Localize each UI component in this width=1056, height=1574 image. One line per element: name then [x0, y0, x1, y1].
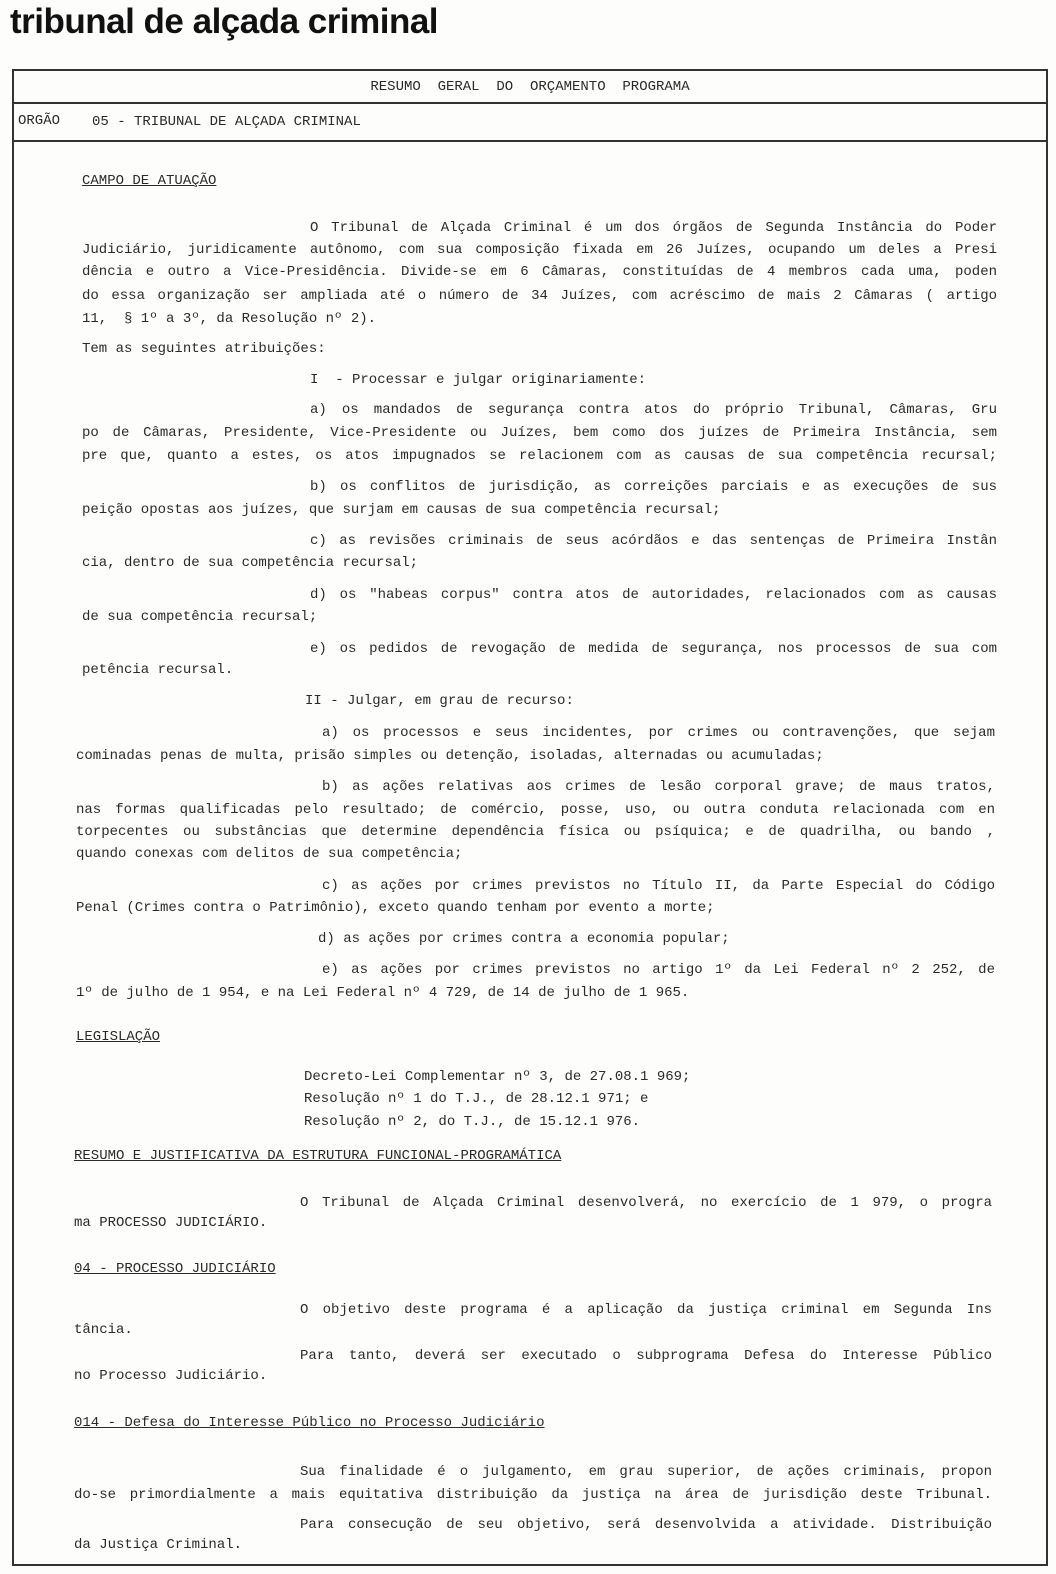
- text-line: Para tanto, deverá ser executado o subprograma Defesa do Interesse Público: [300, 1348, 992, 1364]
- text-line: no Processo Judiciário.: [74, 1368, 268, 1384]
- orgao-row: [14, 104, 1046, 142]
- text-line: torpecentes ou substâncias que determine dependência física ou psíquica; e de quadrilha, ou bando ,: [76, 824, 995, 840]
- header-row: [14, 71, 1046, 104]
- text-line: dência e outro a Vice-Presidência. Divide-se em 6 Câmaras, constituídas de 4 membros cada uma, poden: [82, 264, 997, 280]
- text-line: de sua competência recursal;: [82, 609, 318, 625]
- text-line: II - Julgar, em grau de recurso:: [305, 693, 574, 709]
- text-line: e) os pedidos de revogação de medida de segurança, nos processos de sua com: [310, 641, 997, 657]
- text-line: Sua finalidade é o julgamento, em grau superior, de ações criminais, propon: [300, 1464, 992, 1480]
- text-line: e) as ações por crimes previstos no artigo 1º da Lei Federal nº 2 252, de: [322, 962, 995, 978]
- text-line: Judiciário, juridicamente autônomo, com sua composição fixada em 26 Juízes, ocupando um deles a Presi: [82, 242, 997, 258]
- text-line: do essa organização ser ampliada até o número de 34 Juízes, com acréscimo de mais 2 Câmaras ( artigo: [82, 288, 997, 304]
- orgao-label: ORGÃO: [18, 113, 61, 129]
- text-line: Para consecução de seu objetivo, será desenvolvida a atividade. Distribuição: [300, 1517, 992, 1533]
- text-line: c) as ações por crimes previstos no Título II, da Parte Especial do Código: [322, 878, 995, 894]
- text-line: Penal (Crimes contra o Patrimônio), exceto quando tenham por evento a morte;: [76, 900, 715, 916]
- text-line: Resolução nº 1 do T.J., de 28.12.1 971; e: [304, 1091, 649, 1107]
- text-line: Resolução nº 2, do T.J., de 15.12.1 976.: [304, 1114, 641, 1130]
- text-line: 11, § 1º a 3º, da Resolução nº 2).: [82, 311, 377, 327]
- text-line: peição opostas aos juízes, que surjam em causas de sua competência recursal;: [82, 502, 721, 518]
- text-line: tância.: [74, 1322, 133, 1338]
- text-line: O objetivo deste programa é a aplicação da justiça criminal em Segunda Ins: [300, 1302, 992, 1318]
- text-line: a) os mandados de segurança contra atos do próprio Tribunal, Câmaras, Gru: [310, 402, 997, 418]
- text-line: cominadas penas de multa, prisão simples ou detenção, isoladas, alternadas ou acumuladas;: [76, 748, 824, 764]
- text-line: 1º de julho de 1 954, e na Lei Federal nº 4 729, de 14 de julho de 1 965.: [76, 985, 690, 1001]
- section-heading: LEGISLAÇÃO: [76, 1029, 161, 1045]
- document-frame: [12, 69, 1048, 1566]
- text-line: da Justiça Criminal.: [74, 1537, 243, 1553]
- text-line: po de Câmaras, Presidente, Vice-Presidente ou Juízes, bem como dos juízes de Primeira Instância, sem: [82, 425, 997, 441]
- text-line: ma PROCESSO JUDICIÁRIO.: [74, 1215, 268, 1231]
- text-line: petência recursal.: [82, 662, 234, 678]
- text-line: O Tribunal de Alçada Criminal desenvolverá, no exercício de 1 979, o progra: [300, 1195, 992, 1211]
- text-line: do-se primordialmente a mais equitativa distribuição da justiça na área de jurisdição deste Tribunal.: [74, 1487, 992, 1503]
- text-line: c) as revisões criminais de seus acórdãos e das sentenças de Primeira Instân: [310, 533, 997, 549]
- section-heading: RESUMO E JUSTIFICATIVA DA ESTRUTURA FUNCIONAL-PROGRAMÁTICA: [74, 1148, 562, 1164]
- page-title: tribunal de alçada criminal: [10, 2, 439, 41]
- text-line: b) os conflitos de jurisdição, as correições parciais e as execuções de sus: [310, 479, 997, 495]
- text-line: b) as ações relativas aos crimes de lesão corporal grave; de maus tratos,: [322, 779, 995, 795]
- text-line: cia, dentro de sua competência recursal;: [82, 555, 419, 571]
- text-line: a) os processos e seus incidentes, por crimes ou contravenções, que sejam: [322, 725, 995, 741]
- section-heading: 04 - PROCESSO JUDICIÁRIO: [74, 1261, 276, 1277]
- text-line: pre que, quanto a estes, os atos impugnados se relacionem com as causas de sua competência recursal;: [82, 448, 997, 464]
- text-line: O Tribunal de Alçada Criminal é um dos órgãos de Segunda Instância do Poder: [310, 220, 997, 236]
- text-line: nas formas qualificadas pelo resultado; de comércio, posse, uso, ou outra conduta relacionada com en: [76, 802, 995, 818]
- orgao-value: 05 - TRIBUNAL DE ALÇADA CRIMINAL: [92, 114, 361, 130]
- text-line: quando conexas com delitos de sua competência;: [76, 846, 463, 862]
- report-title: RESUMO GERAL DO ORÇAMENTO PROGRAMA: [370, 79, 690, 95]
- text-line: Decreto-Lei Complementar nº 3, de 27.08.1 969;: [304, 1069, 691, 1085]
- section-heading: CAMPO DE ATUAÇÃO: [82, 173, 217, 189]
- text-line: Tem as seguintes atribuições:: [82, 341, 326, 357]
- section-heading: 014 - Defesa do Interesse Público no Processo Judiciário: [74, 1415, 545, 1431]
- text-line: d) as ações por crimes contra a economia popular;: [318, 931, 730, 947]
- text-line: I - Processar e julgar originariamente:: [310, 372, 647, 388]
- text-line: d) os "habeas corpus" contra atos de autoridades, relacionados com as causas: [310, 587, 997, 603]
